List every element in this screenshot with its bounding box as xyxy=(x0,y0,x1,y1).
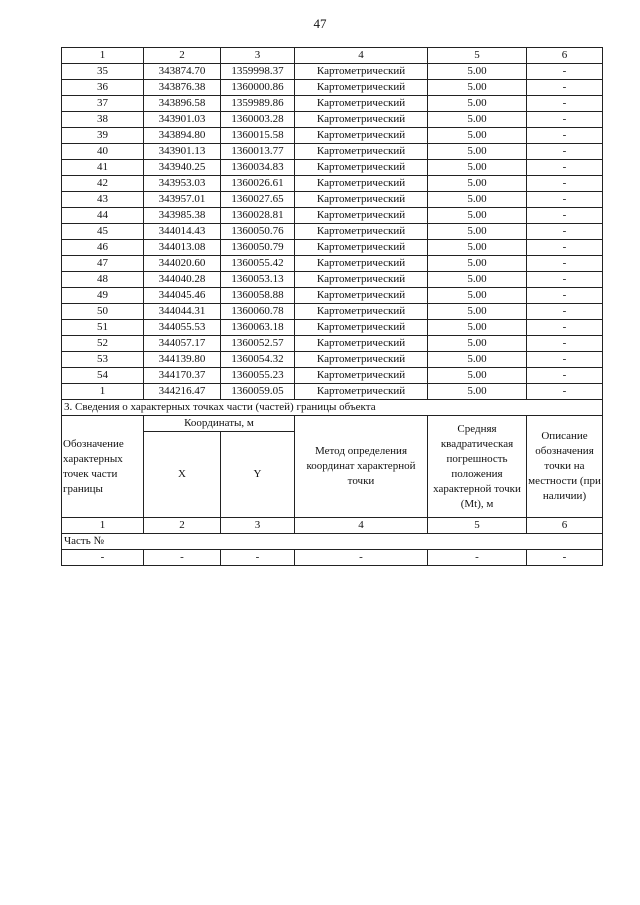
x-coordinate-cell: 343901.03 xyxy=(144,112,221,128)
y-coordinate-cell: 1360050.76 xyxy=(221,224,295,240)
point-number-cell: 48 xyxy=(62,272,144,288)
point-number-cell: 54 xyxy=(62,368,144,384)
accuracy-cell: 5.00 xyxy=(428,240,527,256)
description-cell: - xyxy=(527,208,603,224)
accuracy-cell: 5.00 xyxy=(428,96,527,112)
accuracy-cell: 5.00 xyxy=(428,368,527,384)
x-coordinate-cell: 344040.28 xyxy=(144,272,221,288)
description-cell: - xyxy=(527,96,603,112)
description-cell: - xyxy=(527,128,603,144)
y-coordinate-cell: 1360028.81 xyxy=(221,208,295,224)
point-number-cell: 52 xyxy=(62,336,144,352)
table-row xyxy=(62,64,603,80)
y-coordinate-cell: 1360058.88 xyxy=(221,288,295,304)
description-cell: - xyxy=(527,112,603,128)
x-coordinate-cell: 343940.25 xyxy=(144,160,221,176)
accuracy-cell: 5.00 xyxy=(428,304,527,320)
description-cell: - xyxy=(527,80,603,96)
accuracy-cell: 5.00 xyxy=(428,352,527,368)
point-number-cell: 47 xyxy=(62,256,144,272)
point-number-cell: 40 xyxy=(62,144,144,160)
y-coordinate-cell: 1360053.13 xyxy=(221,272,295,288)
table-row xyxy=(62,240,603,256)
table-row xyxy=(62,384,603,400)
empty-cell: - xyxy=(62,550,144,566)
description-cell: - xyxy=(527,160,603,176)
table-row xyxy=(62,352,603,368)
x-coordinate-cell: 343957.01 xyxy=(144,192,221,208)
table-row xyxy=(62,256,603,272)
y-coordinate-cell: 1360000.86 xyxy=(221,80,295,96)
y-coordinate-cell: 1360052.57 xyxy=(221,336,295,352)
method-cell: Картометрический xyxy=(295,320,428,336)
y-coordinate-cell: 1360027.65 xyxy=(221,192,295,208)
x-coordinate-cell: 344014.43 xyxy=(144,224,221,240)
method-cell: Картометрический xyxy=(295,336,428,352)
table-row xyxy=(62,336,603,352)
description-cell: - xyxy=(527,64,603,80)
accuracy-cell: 5.00 xyxy=(428,224,527,240)
method-cell: Картометрический xyxy=(295,80,428,96)
table-row xyxy=(62,160,603,176)
accuracy-cell: 5.00 xyxy=(428,384,527,400)
x-coordinate-cell: 343896.58 xyxy=(144,96,221,112)
part-label: Часть № xyxy=(62,534,603,550)
part-row xyxy=(62,534,603,550)
table-row xyxy=(62,224,603,240)
method-cell: Картометрический xyxy=(295,176,428,192)
point-number-cell: 46 xyxy=(62,240,144,256)
point-label-header: Обозначение характерных точек части границы xyxy=(62,416,144,518)
point-number-cell: 53 xyxy=(62,352,144,368)
y-coordinate-cell: 1360059.05 xyxy=(221,384,295,400)
section-title: 3. Сведения о характерных точках части (частей) границы объекта xyxy=(62,400,603,416)
point-number-cell: 50 xyxy=(62,304,144,320)
x-coordinate-cell: 344045.46 xyxy=(144,288,221,304)
empty-cell: - xyxy=(428,550,527,566)
point-number-cell: 41 xyxy=(62,160,144,176)
description-cell: - xyxy=(527,240,603,256)
boundary-points-table xyxy=(61,47,603,566)
method-cell: Картометрический xyxy=(295,144,428,160)
empty-cell: - xyxy=(295,550,428,566)
description-cell: - xyxy=(527,320,603,336)
table-row xyxy=(62,128,603,144)
x-coordinate-cell: 343876.38 xyxy=(144,80,221,96)
x-coordinate-cell: 344020.60 xyxy=(144,256,221,272)
x-coordinate-cell: 343953.03 xyxy=(144,176,221,192)
x-coordinate-cell: 344055.53 xyxy=(144,320,221,336)
method-cell: Картометрический xyxy=(295,384,428,400)
accuracy-cell: 5.00 xyxy=(428,336,527,352)
point-number-cell: 45 xyxy=(62,224,144,240)
method-cell: Картометрический xyxy=(295,192,428,208)
empty-cell: - xyxy=(527,550,603,566)
x-coordinate-cell: 344139.80 xyxy=(144,352,221,368)
y-coordinate-cell: 1359989.86 xyxy=(221,96,295,112)
description-cell: - xyxy=(527,176,603,192)
method-header: Метод определения координат характерной точки xyxy=(295,416,428,518)
number-cell: 1 xyxy=(62,518,144,534)
number-cell: 6 xyxy=(527,518,603,534)
method-cell: Картометрический xyxy=(295,128,428,144)
y-coordinate-cell: 1360050.79 xyxy=(221,240,295,256)
x-coordinate-cell: 343985.38 xyxy=(144,208,221,224)
y-coordinate-cell: 1360015.58 xyxy=(221,128,295,144)
point-number-cell: 49 xyxy=(62,288,144,304)
description-cell: - xyxy=(527,368,603,384)
accuracy-cell: 5.00 xyxy=(428,192,527,208)
x-header: X xyxy=(144,432,221,518)
empty-data-row xyxy=(62,550,603,566)
y-coordinate-cell: 1360060.78 xyxy=(221,304,295,320)
y-coordinate-cell: 1360063.18 xyxy=(221,320,295,336)
number-cell: 5 xyxy=(428,518,527,534)
accuracy-cell: 5.00 xyxy=(428,320,527,336)
table-row xyxy=(62,112,603,128)
description-cell: - xyxy=(527,272,603,288)
accuracy-cell: 5.00 xyxy=(428,208,527,224)
point-number-cell: 1 xyxy=(62,384,144,400)
accuracy-cell: 5.00 xyxy=(428,288,527,304)
description-cell: - xyxy=(527,224,603,240)
y-coordinate-cell: 1360026.61 xyxy=(221,176,295,192)
point-number-cell: 39 xyxy=(62,128,144,144)
y-header: Y xyxy=(221,432,295,518)
method-cell: Картометрический xyxy=(295,240,428,256)
description-cell: - xyxy=(527,304,603,320)
y-coordinate-cell: 1360013.77 xyxy=(221,144,295,160)
method-cell: Картометрический xyxy=(295,272,428,288)
method-cell: Картометрический xyxy=(295,288,428,304)
point-number-cell: 37 xyxy=(62,96,144,112)
header-cell: 4 xyxy=(295,48,428,64)
method-cell: Картометрический xyxy=(295,352,428,368)
table-row xyxy=(62,192,603,208)
method-cell: Картометрический xyxy=(295,304,428,320)
accuracy-cell: 5.00 xyxy=(428,160,527,176)
method-cell: Картометрический xyxy=(295,160,428,176)
header-cell: 5 xyxy=(428,48,527,64)
accuracy-cell: 5.00 xyxy=(428,64,527,80)
accuracy-cell: 5.00 xyxy=(428,176,527,192)
method-cell: Картометрический xyxy=(295,64,428,80)
accuracy-cell: 5.00 xyxy=(428,128,527,144)
table-row xyxy=(62,304,603,320)
description-cell: - xyxy=(527,144,603,160)
method-cell: Картометрический xyxy=(295,368,428,384)
point-number-cell: 35 xyxy=(62,64,144,80)
description-cell: - xyxy=(527,336,603,352)
x-coordinate-cell: 344216.47 xyxy=(144,384,221,400)
point-number-cell: 43 xyxy=(62,192,144,208)
description-header: Описание обозначения точки на местности (при наличии) xyxy=(527,416,603,518)
section-title-row xyxy=(62,400,603,416)
point-number-cell: 51 xyxy=(62,320,144,336)
x-coordinate-cell: 344170.37 xyxy=(144,368,221,384)
accuracy-cell: 5.00 xyxy=(428,80,527,96)
table-row xyxy=(62,368,603,384)
method-cell: Картометрический xyxy=(295,96,428,112)
header-cell: 6 xyxy=(527,48,603,64)
column-number-row xyxy=(62,48,603,64)
method-cell: Картометрический xyxy=(295,224,428,240)
empty-cell: - xyxy=(144,550,221,566)
table-row xyxy=(62,176,603,192)
method-cell: Картометрический xyxy=(295,256,428,272)
point-number-cell: 38 xyxy=(62,112,144,128)
coords-header: Координаты, м xyxy=(144,416,295,432)
x-coordinate-cell: 344013.08 xyxy=(144,240,221,256)
point-number-cell: 36 xyxy=(62,80,144,96)
accuracy-cell: 5.00 xyxy=(428,144,527,160)
number-cell: 4 xyxy=(295,518,428,534)
y-coordinate-cell: 1360003.28 xyxy=(221,112,295,128)
x-coordinate-cell: 344057.17 xyxy=(144,336,221,352)
section-header-row xyxy=(62,416,603,432)
method-cell: Картометрический xyxy=(295,208,428,224)
accuracy-header: Средняя квадратическая погрешность положения характерной точки (Mt), м xyxy=(428,416,527,518)
y-coordinate-cell: 1360034.83 xyxy=(221,160,295,176)
number-cell: 3 xyxy=(221,518,295,534)
header-cell: 2 xyxy=(144,48,221,64)
header-cell: 1 xyxy=(62,48,144,64)
table-row xyxy=(62,80,603,96)
x-coordinate-cell: 343874.70 xyxy=(144,64,221,80)
empty-cell: - xyxy=(221,550,295,566)
y-coordinate-cell: 1360055.23 xyxy=(221,368,295,384)
table-row xyxy=(62,320,603,336)
y-coordinate-cell: 1359998.37 xyxy=(221,64,295,80)
point-number-cell: 44 xyxy=(62,208,144,224)
accuracy-cell: 5.00 xyxy=(428,256,527,272)
description-cell: - xyxy=(527,192,603,208)
description-cell: - xyxy=(527,256,603,272)
x-coordinate-cell: 343901.13 xyxy=(144,144,221,160)
table-row xyxy=(62,288,603,304)
x-coordinate-cell: 344044.31 xyxy=(144,304,221,320)
accuracy-cell: 5.00 xyxy=(428,272,527,288)
table-row xyxy=(62,208,603,224)
header-cell: 3 xyxy=(221,48,295,64)
table-row xyxy=(62,144,603,160)
page-number: 47 xyxy=(313,16,327,31)
description-cell: - xyxy=(527,288,603,304)
section-number-row xyxy=(62,518,603,534)
description-cell: - xyxy=(527,384,603,400)
number-cell: 2 xyxy=(144,518,221,534)
description-cell: - xyxy=(527,352,603,368)
method-cell: Картометрический xyxy=(295,112,428,128)
y-coordinate-cell: 1360054.32 xyxy=(221,352,295,368)
y-coordinate-cell: 1360055.42 xyxy=(221,256,295,272)
x-coordinate-cell: 343894.80 xyxy=(144,128,221,144)
accuracy-cell: 5.00 xyxy=(428,112,527,128)
point-number-cell: 42 xyxy=(62,176,144,192)
table-row xyxy=(62,96,603,112)
table-row xyxy=(62,272,603,288)
